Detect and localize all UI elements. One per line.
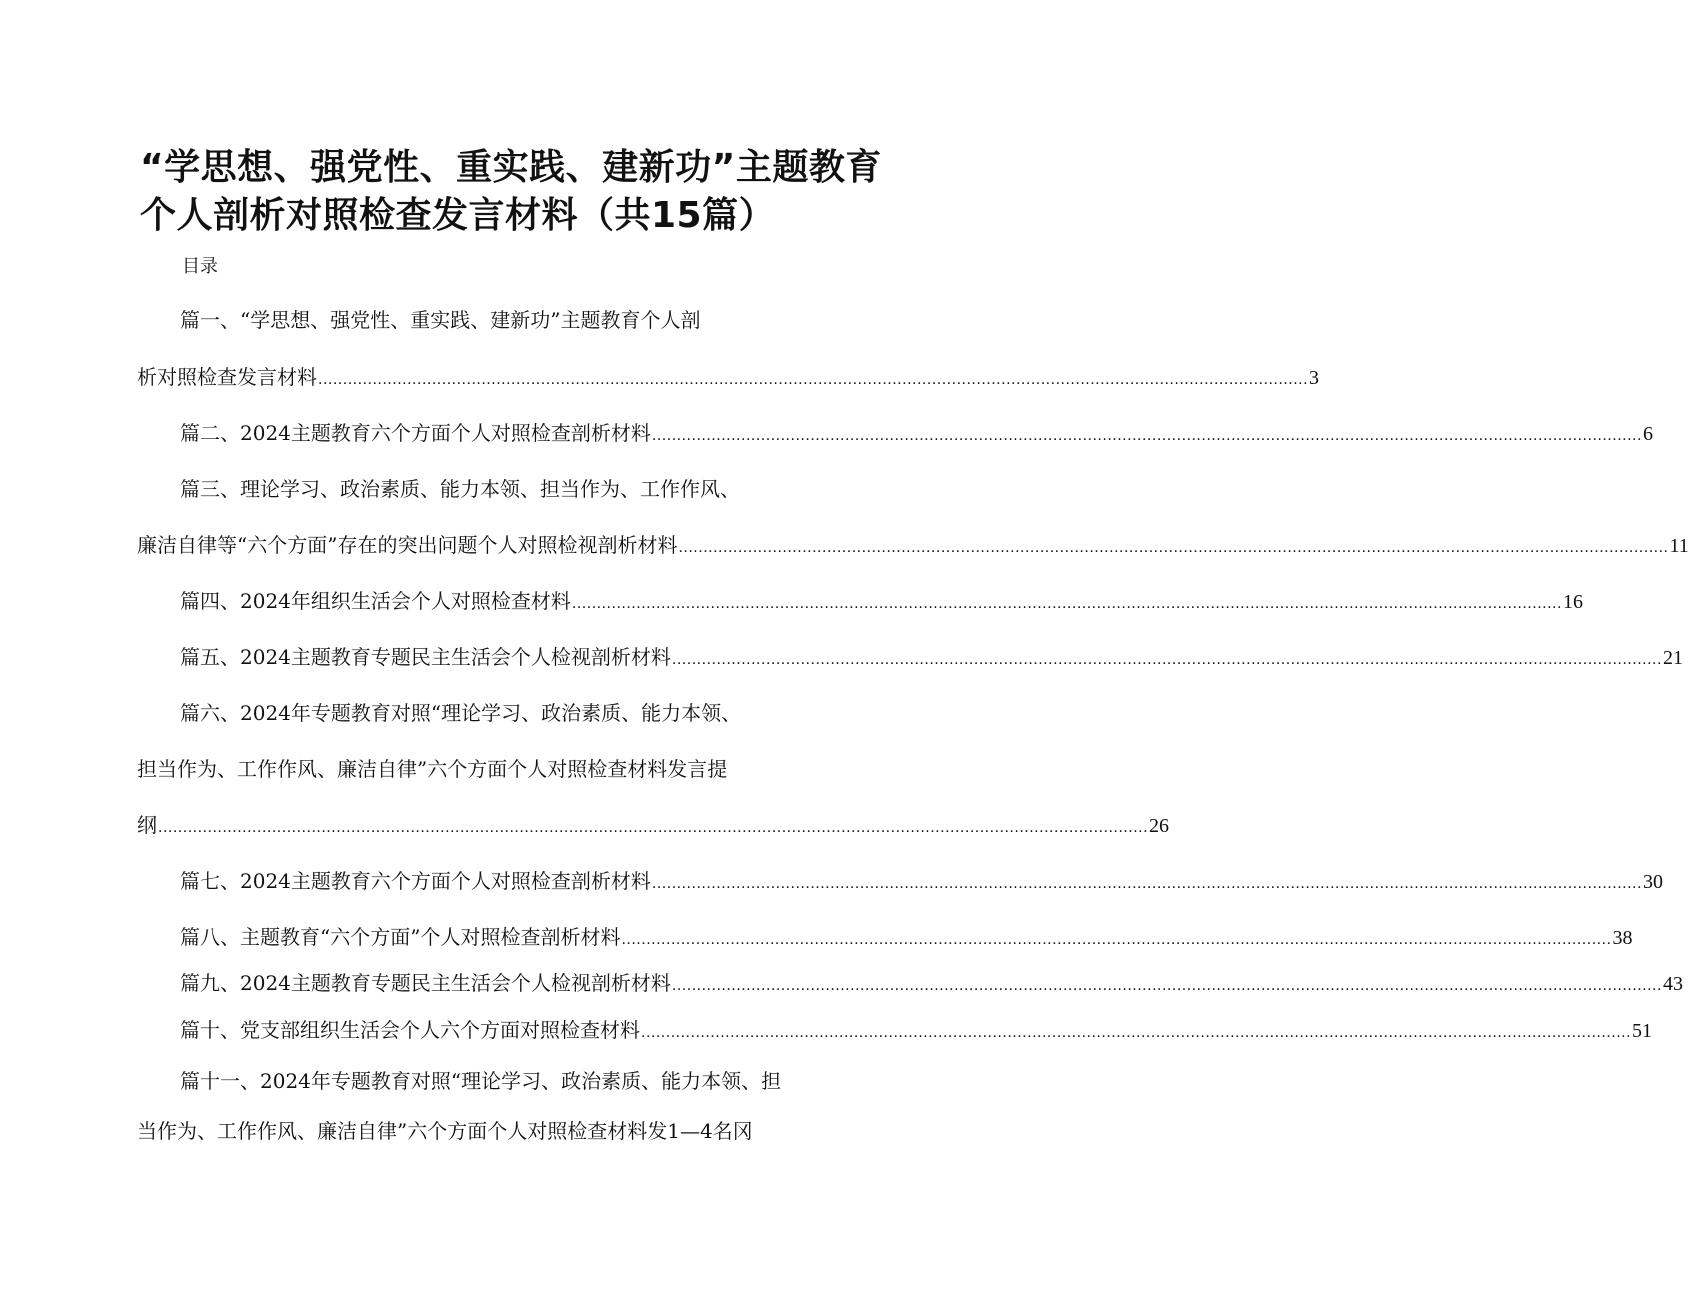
- toc-page-number: 30: [1642, 871, 1663, 893]
- toc-leader-dots: ........................................................................................................................................................................................................: [671, 978, 1662, 994]
- toc-entry-3-line-1[interactable]: [137, 474, 787, 504]
- toc-entry-text: 篇五、2024主题教育专题民主生活会个人检视剖析材料: [180, 645, 671, 669]
- toc-leader-dots: ........................................................................................................................................................................................................: [651, 876, 1642, 892]
- toc-page-number: 43: [1662, 973, 1683, 995]
- toc-entry-text: 篇十、党支部组织生活会个人六个方面对照检查材料: [180, 1018, 640, 1042]
- document-title-line-2: 个人剖析对照检查发言材料（共15篇）: [140, 195, 776, 237]
- toc-page-number: 11: [1669, 535, 1689, 557]
- toc-entry-text: 篇九、2024主题教育专题民主生活会个人检视剖析材料: [180, 971, 671, 995]
- toc-entry-3-line-2[interactable]: [137, 530, 1689, 563]
- toc-leader-dots: ........................................................................................................................................................................................................: [671, 652, 1662, 668]
- toc-page-number: 6: [1642, 423, 1653, 445]
- toc-entry-text: 当作为、工作作风、廉洁自律”六个方面个人对照检查材料发1—4名冈: [137, 1119, 753, 1143]
- toc-entry-6-line-3[interactable]: [137, 810, 1170, 843]
- toc-entry-text: 篇三、理论学习、政治素质、能力本领、担当作为、工作作风、: [180, 477, 740, 501]
- toc-entry-1-line-1[interactable]: [137, 305, 787, 335]
- toc-entry-text: 篇八、主题教育“六个方面”个人对照检查剖析材料: [180, 925, 621, 949]
- toc-leader-dots: ........................................................................................................................................................................................................: [678, 540, 1669, 556]
- toc-entry-text: 篇四、2024年组织生活会个人对照检查材料: [180, 589, 571, 613]
- toc-entry-text: 篇十一、2024年专题教育对照“理论学习、政治素质、能力本领、担: [180, 1069, 782, 1093]
- toc-page-number: 3: [1309, 367, 1320, 389]
- toc-entry-5[interactable]: [137, 642, 1683, 675]
- toc-entry-text: 篇六、2024年专题教育对照“理论学习、政治素质、能力本领、: [180, 701, 742, 725]
- toc-entry-8[interactable]: [137, 922, 1633, 955]
- toc-leader-dots: ........................................................................................................................................................................................................: [158, 820, 1149, 836]
- toc-entry-text: 篇一、“学思想、强党性、重实践、建新功”主题教育个人剖: [180, 308, 701, 332]
- toc-entry-11-line-1[interactable]: [137, 1066, 787, 1096]
- toc-entry-9[interactable]: [137, 968, 1683, 1001]
- toc-entry-6-line-2[interactable]: [137, 754, 787, 784]
- toc-entry-11-line-2[interactable]: [137, 1116, 787, 1146]
- toc-leader-dots: ........................................................................................................................................................................................................: [621, 932, 1612, 948]
- document-title-line-1: “学思想、强党性、重实践、建新功”主题教育: [140, 147, 882, 189]
- toc-entry-text: 廉洁自律等“六个方面”存在的突出问题个人对照检视剖析材料: [137, 533, 678, 557]
- toc-entry-text: 篇七、2024主题教育六个方面个人对照检查剖析材料: [180, 869, 651, 893]
- toc-heading: 目录: [182, 256, 218, 277]
- toc-page-number: 51: [1632, 1020, 1653, 1042]
- toc-leader-dots: ........................................................................................................................................................................................................: [651, 428, 1642, 444]
- toc-entry-6-line-1[interactable]: [137, 698, 787, 728]
- toc-entry-10[interactable]: [137, 1015, 1653, 1048]
- toc-leader-dots: ........................................................................................................................................................................................................: [641, 1025, 1632, 1041]
- toc-page-number: 26: [1149, 815, 1170, 837]
- toc-page-number: 38: [1612, 927, 1633, 949]
- toc-leader-dots: ........................................................................................................................................................................................................: [318, 372, 1309, 388]
- toc-entry-text: 析对照检查发言材料: [137, 365, 317, 389]
- toc-page-number: 21: [1662, 647, 1683, 669]
- toc-entry-1-line-2[interactable]: [137, 362, 1320, 395]
- toc-entry-2[interactable]: [137, 418, 1653, 451]
- toc-entry-7[interactable]: [137, 866, 1663, 899]
- toc-entry-text: 担当作为、工作作风、廉洁自律”六个方面个人对照检查材料发言提: [137, 757, 728, 781]
- toc-page-number: 16: [1562, 591, 1583, 613]
- toc-entry-text: 纲: [137, 813, 157, 837]
- toc-leader-dots: ........................................................................................................................................................................................................: [571, 596, 1562, 612]
- toc-entry-4[interactable]: [137, 586, 1583, 619]
- toc-entry-text: 篇二、2024主题教育六个方面个人对照检查剖析材料: [180, 421, 651, 445]
